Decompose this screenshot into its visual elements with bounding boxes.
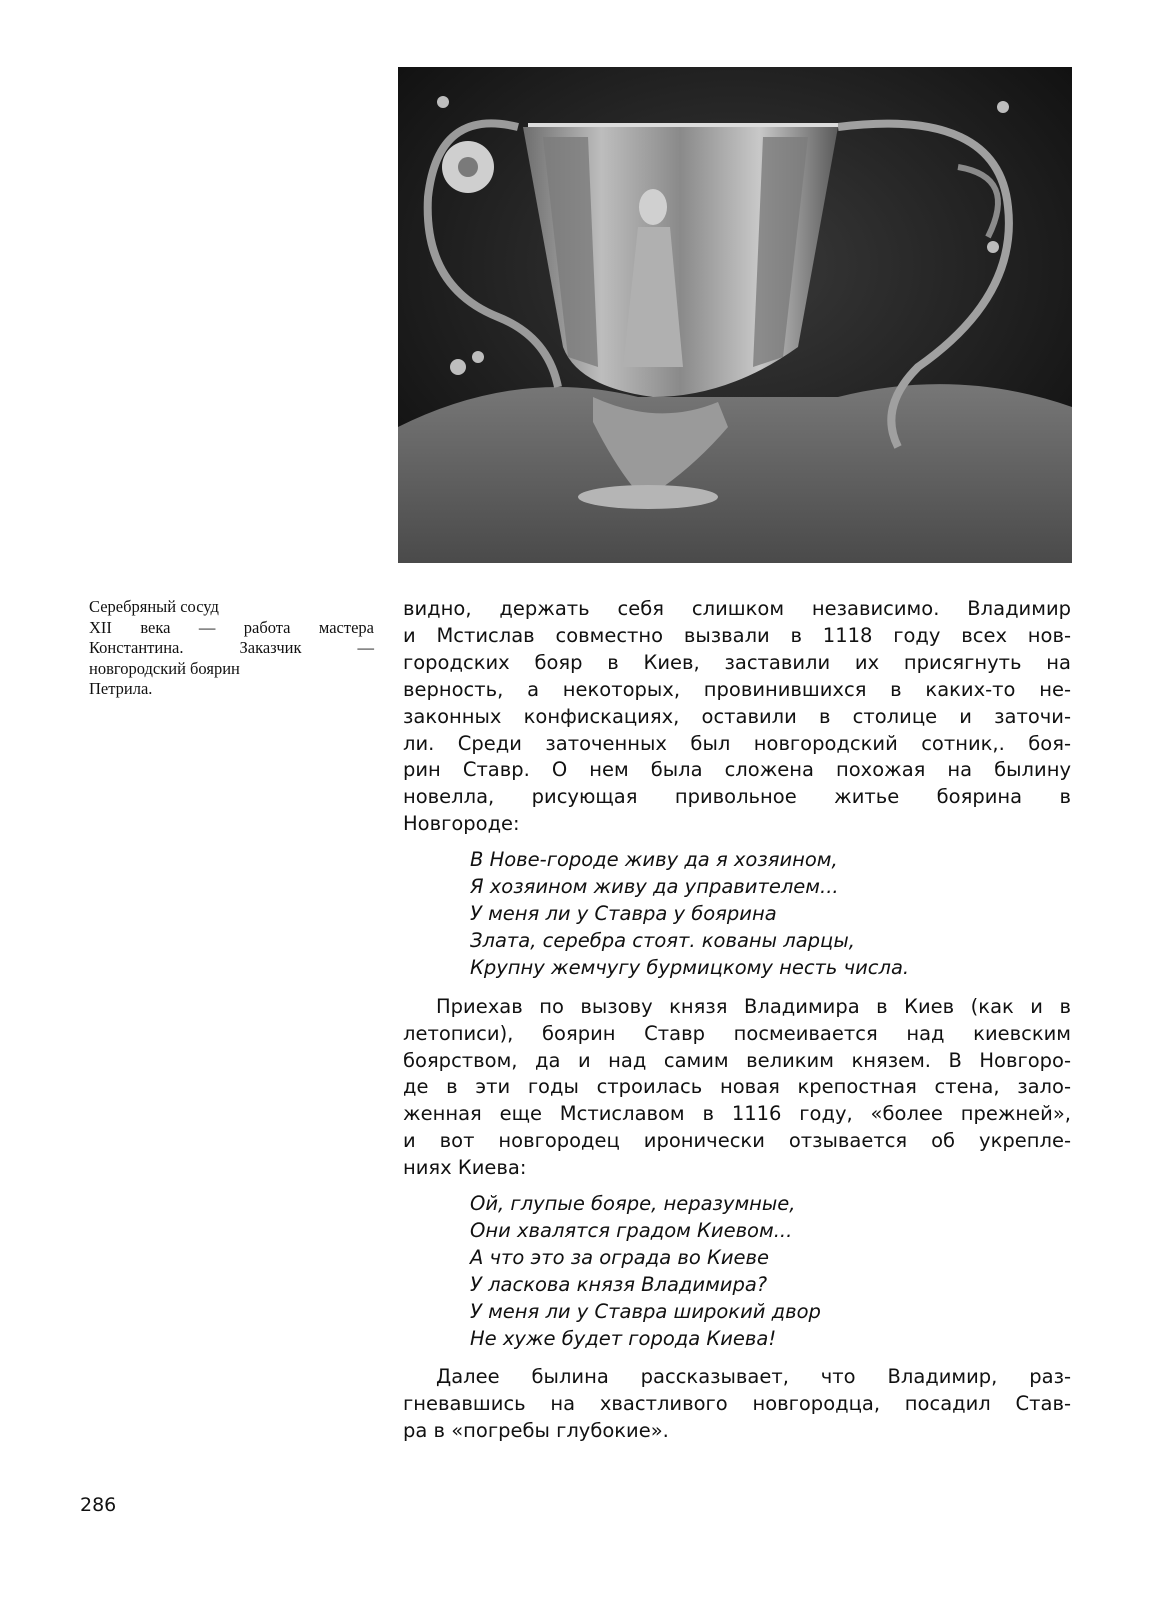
verse-1	[470, 847, 1071, 982]
paragraph-2	[403, 994, 1071, 1182]
caption-line: Константина. Заказчик —	[89, 638, 374, 657]
verse-line: В Нове-городе живу да я хозяином,	[470, 848, 838, 872]
text-line: де в эти годы строилась новая крепостная стена, зало-	[403, 1075, 1071, 1099]
text-line: законных конфискациях, оставили в столице и заточи-	[403, 704, 1071, 728]
text-line: ра в «погребы глубокие».	[403, 1419, 669, 1443]
text-line: новелла, рисующая привольное житье боярина в	[403, 785, 1071, 809]
caption-line: новгородский боярин	[89, 658, 240, 678]
text-line: Далее былина рассказывает, что Владимир, раз-	[436, 1365, 1071, 1389]
caption-line: Петрила.	[89, 679, 153, 698]
photo-caption	[89, 597, 374, 700]
paragraph-1	[403, 596, 1071, 838]
verse-line: Ой, глупые бояре, неразумные,	[470, 1192, 796, 1216]
verse-line: Я хозяином живу да управителем...	[470, 875, 839, 899]
verse-line: Крупну жемчугу бурмицкому несть числа.	[470, 955, 910, 979]
text-line: Приехав по вызову князя Владимира в Киев (как и в	[436, 994, 1071, 1018]
text-line: Новгороде:	[403, 812, 520, 836]
text-line: и Мстислав совместно вызвали в 1118 году всех нов-	[403, 623, 1071, 647]
caption-line: XII века — работа мастера	[89, 617, 374, 637]
silver-vessel-photo-icon	[398, 67, 1072, 563]
verse-line: У ласкова князя Владимира?	[470, 1272, 768, 1296]
text-line: городских бояр в Киев, заставили их присягнуть на	[403, 650, 1071, 674]
text-line: ли. Среди заточенных был новгородский сотник,. боя-	[403, 731, 1071, 755]
verse-line: А что это за ограда во Киеве	[470, 1245, 770, 1269]
text-line: рин Ставр. О нем была сложена похожая на былину	[403, 758, 1071, 782]
paragraph-3	[403, 1364, 1071, 1445]
vessel-photo	[398, 67, 1072, 563]
text-line: ниях Киева:	[403, 1156, 527, 1180]
verse-line: Злата, серебра стоят. кованы ларцы,	[470, 928, 855, 952]
text-line: гневавшись на хвастливого новгородца, посадил Став-	[403, 1392, 1071, 1416]
text-line: видно, держать себя слишком независимо. Владимир	[403, 597, 1071, 620]
text-line: летописи), боярин Ставр посмеивается над киевским	[403, 1021, 1071, 1045]
verse-2	[470, 1191, 1071, 1352]
main-text	[403, 596, 1071, 1445]
text-line: верность, а некоторых, провинившихся в каких-то не-	[403, 677, 1071, 701]
text-line: боярством, да и над самим великим князем. В Новгоро-	[403, 1048, 1071, 1072]
page-number: 286	[80, 1494, 117, 1516]
text-line: женная еще Мстиславом в 1116 году, «более прежней»,	[403, 1102, 1071, 1126]
text-line: и вот новгородец иронически отзывается об укрепле-	[403, 1129, 1071, 1153]
verse-line: Они хвалятся градом Киевом...	[470, 1218, 793, 1242]
verse-line: У меня ли у Ставра у боярина	[470, 901, 777, 925]
caption-line: Серебряный сосуд	[89, 597, 219, 616]
verse-line: Не хуже будет города Киева!	[470, 1326, 777, 1350]
verse-line: У меня ли у Ставра широкий двор	[470, 1299, 821, 1323]
